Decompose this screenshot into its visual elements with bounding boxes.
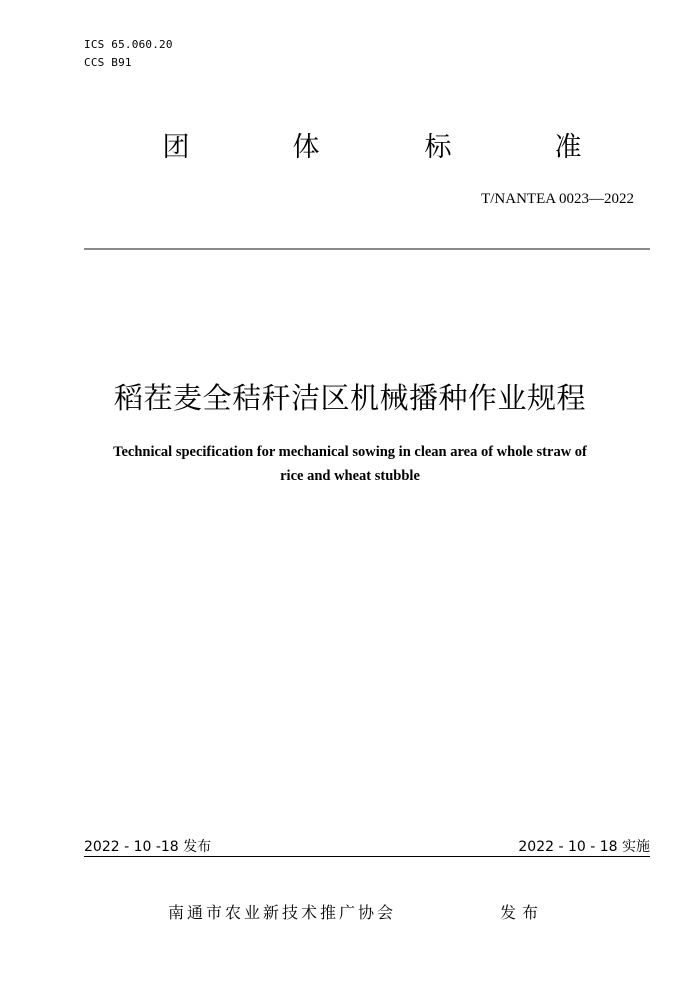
title-english	[70, 440, 630, 488]
implement-date: 2022 - 10 - 18 实施	[518, 839, 650, 855]
title-english-line-1: Technical specification for mechanical sowing in clean area of whole straw of	[113, 444, 587, 460]
standard-type-char-2: 体	[292, 132, 320, 163]
header-divider	[84, 248, 650, 250]
standard-type-char-1: 团	[162, 132, 190, 163]
standard-type-char-4: 准	[554, 132, 582, 163]
title-chinese: 稻茬麦全秸秆洁区机械播种作业规程	[113, 381, 586, 415]
footer-divider	[84, 856, 650, 857]
standard-type-heading	[84, 130, 650, 166]
ics-code: ICS 65.060.20	[84, 38, 173, 51]
standard-number: T/NANTEA 0023—2022	[481, 191, 634, 207]
standard-type-char-3: 标	[424, 132, 452, 163]
ccs-code: CCS B91	[84, 56, 132, 69]
publisher-action: 发布	[500, 903, 545, 922]
publisher-name: 南通市农业新技术推广协会	[168, 903, 397, 922]
publish-date: 2022 - 10 -18 发布	[84, 839, 212, 855]
title-english-line-2: rice and wheat stubble	[280, 468, 420, 484]
